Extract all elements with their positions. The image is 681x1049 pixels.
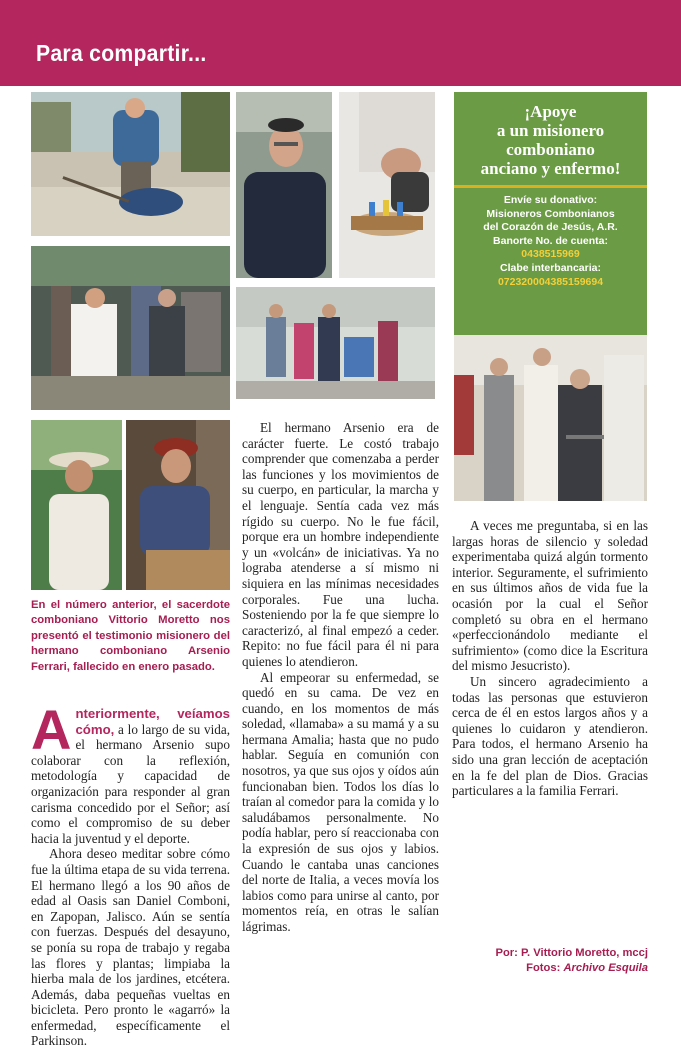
article-paragraph-2: Ahora deseo meditar sobre cómo fue la última etapa de su vida terrena. El hermano llegó a los 90 años de edad al Oasis san Daniel Comboni, en Zapopan, Jalisco. Aún se sentía con fuerzas. Después del desayuno, se ponía su ropa de trabajo y regaba las flores y plantas; limpiaba la hierba mala de los jardines, etcétera. Además, daba pequeñas vueltas en bicicleta. Pero pronto le «agarró» la enfermedad, específicamente el Parkinson. xyxy=(31,846,230,1049)
photo-credit: Fotos: Archivo Esquila xyxy=(526,962,648,974)
photo-birthday-cake xyxy=(339,92,435,278)
account-number: 0438515969 xyxy=(521,248,580,261)
article-paragraph-3: El hermano Arsenio era de carácter fuerte. Le costó trabajo comprender que comenzaba a perder las funciones y los movimientos de su cuerpo, en particular, la marcha y el lenguaje. Sentía cada vez más rígido su cuerpo. No le fue fácil, porque era un hombre independiente y un «volcán» de iniciativas. Ya no lograba atenderse a sí mismo ni siquiera en las mínimas necesidades corporales. Fue una lucha. Sosteniendo por la fe que siempre lo caracterizó, al final empezó a ceder. Repito: no fue fácil para él ni para quienes lo atendieron. xyxy=(242,420,439,669)
article-paragraph-5: A veces me preguntaba, si en las largas horas de silencio y soledad experimentaba quizá algún tormento interior. Seguramente, el sufrimiento en sus últimos años de vida fue la ocasión por la cual el Señor completó su obra en el hermano «perfeccionándolo mediante el sufrimiento» (como dice la Escritura del mismo Jesucristo). xyxy=(452,518,648,674)
photo-man-with-cap xyxy=(236,92,332,278)
donation-box xyxy=(454,92,647,335)
article-paragraph-4: Al empeorar su enfermedad, se quedó en su cama. De vez en cuando, en los momentos de más soledad, «llamaba» a su mamá y a su hermana Amalia; hasta que no pudo hablar. Seguía en comunión con nosotros, ya que sus ojos y oídos aún funcionaban bien. Todos los días lo traían al comedor para la comida y lo saludábamos personalmente. No podía hablar, pero sí reaccionaba con la expresión de sus ojos y labios. Cuando le cantaba unas canciones del norte de Italia, a veces movía los labios como para unirse al canto, por momentos reía, en otras le salían lágrimas. xyxy=(242,669,439,934)
article-paragraph-1: Anteriormente, veíamos cómo, a lo largo de su vida, el hermano Arsenio supo colaborar con la reflexión, metodología y capacidad de organización para responder al gran carisma concedido por el Señor; así como el compromiso de su deber hacia la juventud y el deporte. xyxy=(31,698,230,846)
drop-cap: A xyxy=(31,698,72,761)
article-column-3 xyxy=(452,518,648,950)
article-column-2 xyxy=(242,420,439,983)
lead-text: nteriormente, veíamos cómo, xyxy=(75,706,230,737)
photo-caption: En el número anterior, el sacerdote comboniano Vittorio Moretto nos presentó el testimonio misionero del hermano comboniano Arsenio Ferrari, fallecido en enero pasado. xyxy=(31,599,230,673)
photo-group-wheelchair xyxy=(236,287,435,399)
section-title: Para compartir... xyxy=(36,40,207,66)
article-paragraph-6: Un sincero agradecimiento a todas las personas que estuvieron cerca de él en estos largos años y a quienes lo cuidaron y atendieron. Para todos, el hermano Arsenio ha sido una gran lección de aceptación en la fe del plan de Dios. Gracias particulares a la familia Ferrari. xyxy=(452,673,648,799)
photo-man-with-hat xyxy=(31,420,122,590)
donation-info: Envíe su donativo: Misioneros Combonianos del Corazón de Jesús, A.R. Banorte No. de cuenta: 0438515969 Clabe interbancaria: 072320004385159694 xyxy=(454,194,647,289)
photo-wheelbarrow xyxy=(31,92,230,236)
author-credit: Por: P. Vittorio Moretto, mccj xyxy=(495,947,648,959)
article-column-1 xyxy=(31,698,230,1049)
section-header xyxy=(0,0,681,86)
photo-walker-group xyxy=(454,335,647,501)
donation-divider xyxy=(454,185,647,188)
photo-workshop xyxy=(126,420,230,590)
photo-mass-ceremony xyxy=(31,246,230,410)
clabe-number: 072320004385159694 xyxy=(497,275,604,288)
donation-title: ¡Apoye a un misionero comboniano anciano y enfermo! xyxy=(480,102,621,178)
